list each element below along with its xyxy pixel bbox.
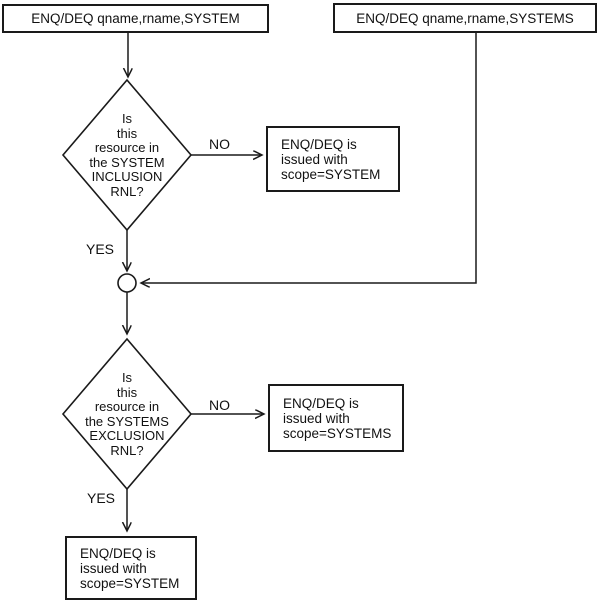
node-start-scope-system <box>2 4 269 33</box>
decision-line: INCLUSION <box>91 169 163 184</box>
edge-label-inclusion-no: NO <box>209 136 230 152</box>
node-label-block <box>281 137 380 182</box>
decision-line: Is <box>121 111 133 126</box>
decision-line: this <box>116 125 138 141</box>
result-line: scope=SYSTEMS <box>283 425 392 441</box>
node-label: ENQ/DEQ qname,rname,SYSTEMS <box>356 10 574 26</box>
decision-line: the SYSTEMS <box>85 413 169 429</box>
node-label: ENQ/DEQ qname,rname,SYSTEM <box>31 11 240 26</box>
edge-label-inclusion-yes: YES <box>86 241 115 257</box>
decision-line: resource in <box>94 399 160 414</box>
result-line: ENQ/DEQ is <box>80 545 156 561</box>
result-line: issued with <box>281 151 348 167</box>
decision-inclusion-text <box>63 112 191 199</box>
result-line: issued with <box>283 410 350 426</box>
node-result-scope-system-bottom <box>65 536 197 600</box>
edge-label-exclusion-yes: YES <box>87 490 116 506</box>
edge-label-exclusion-no: NO <box>209 397 230 413</box>
decision-line: Is <box>121 370 133 385</box>
node-label-block <box>80 546 179 591</box>
decision-exclusion-text <box>63 371 191 458</box>
decision-line: EXCLUSION <box>89 428 165 443</box>
result-line: issued with <box>80 560 147 576</box>
decision-line: resource in <box>94 140 160 155</box>
node-result-scope-system-right <box>266 126 400 192</box>
decision-line: RNL? <box>110 183 144 199</box>
node-start-scope-systems <box>333 3 597 33</box>
result-line: ENQ/DEQ is <box>283 395 359 411</box>
junction-connector-circle <box>118 274 136 292</box>
node-result-scope-systems-right <box>268 384 404 452</box>
node-label-block <box>283 396 391 441</box>
result-line: ENQ/DEQ is <box>281 136 357 152</box>
decision-line: RNL? <box>110 442 144 458</box>
decision-line: this <box>116 384 138 400</box>
decision-line: the SYSTEM <box>89 154 165 170</box>
result-line: scope=SYSTEM <box>281 166 381 182</box>
result-line: scope=SYSTEM <box>80 575 180 591</box>
